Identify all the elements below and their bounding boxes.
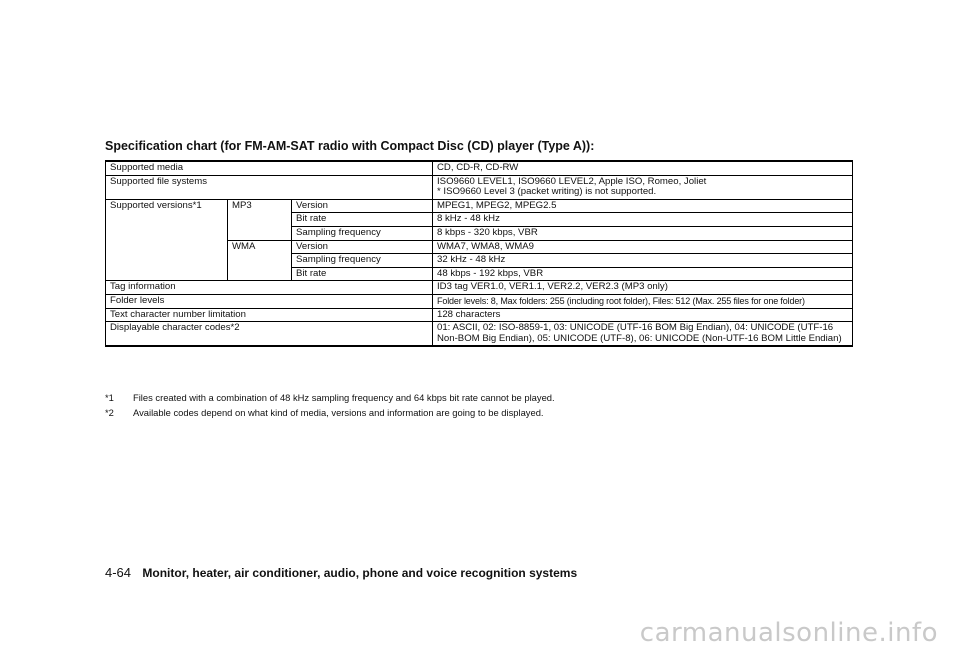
- row-label: Text character number limitation: [106, 308, 433, 322]
- row-value: 48 kbps - 192 kbps, VBR: [433, 267, 853, 281]
- row-label: Supported file systems: [106, 175, 433, 199]
- row-value: 01: ASCII, 02: ISO-8859-1, 03: UNICODE (UTF-16 BOM Big Endian), 04: UNICODE (UTF-16 Non-BOM Big Endian), 05: UNICODE (UTF-8), 06: UNICODE (Non-UTF-16 BOM Little Endian): [433, 322, 853, 347]
- spec-table: [105, 160, 853, 347]
- section-title: Monitor, heater, air conditioner, audio, phone and voice recognition systems: [142, 566, 578, 580]
- footnote: [105, 405, 865, 420]
- value-line: ISO9660 LEVEL1, ISO9660 LEVEL2, Apple ISO, Romeo, Joliet: [437, 175, 707, 187]
- row-label: Displayable character codes*2: [106, 322, 433, 347]
- row-label: Supported media: [106, 161, 433, 175]
- sub-item-label: Sampling frequency: [292, 254, 433, 268]
- table-row: [106, 199, 853, 213]
- row-value: WMA7, WMA8, WMA9: [433, 240, 853, 254]
- sub-item-label: Version: [292, 240, 433, 254]
- format-label: MP3: [228, 199, 292, 240]
- row-label: Tag information: [106, 281, 433, 295]
- row-value: CD, CD-R, CD-RW: [433, 161, 853, 175]
- row-value: 8 kbps - 320 kbps, VBR: [433, 226, 853, 240]
- table-row: [106, 161, 853, 175]
- row-value: MPEG1, MPEG2, MPEG2.5: [433, 199, 853, 213]
- footnotes: [105, 390, 865, 420]
- row-label: Supported versions*1: [106, 199, 228, 281]
- footnote-mark: *2: [105, 407, 114, 418]
- value-note: * ISO9660 Level 3 (packet writing) is not supported.: [437, 186, 657, 198]
- table-row: [106, 308, 853, 322]
- page-heading: Specification chart (for FM-AM-SAT radio with Compact Disc (CD) player (Type A)):: [105, 139, 595, 153]
- sub-item-label: Sampling frequency: [292, 226, 433, 240]
- row-value: Folder levels: 8, Max folders: 255 (including root folder), Files: 512 (Max. 255 files for one folder): [433, 294, 853, 308]
- watermark: carmanualsonline.info: [639, 618, 938, 648]
- table-row: [106, 281, 853, 295]
- format-label: WMA: [228, 240, 292, 281]
- row-label: Folder levels: [106, 294, 433, 308]
- footnote-mark: *1: [105, 392, 114, 403]
- row-value: [433, 175, 853, 199]
- table-row: [106, 294, 853, 308]
- sub-item-label: Version: [292, 199, 433, 213]
- sub-item-label: Bit rate: [292, 267, 433, 281]
- row-value: 8 kHz - 48 kHz: [433, 213, 853, 227]
- page-number: 4-64: [105, 565, 132, 580]
- footnote-text: Files created with a combination of 48 kHz sampling frequency and 64 kbps bit rate cannot be played.: [133, 392, 555, 403]
- footnote-text: Available codes depend on what kind of media, versions and information are going to be displayed.: [133, 407, 544, 418]
- table-row: [106, 175, 853, 199]
- footnote: [105, 390, 865, 405]
- sub-item-label: Bit rate: [292, 213, 433, 227]
- table-row: [106, 322, 853, 347]
- row-value: ID3 tag VER1.0, VER1.1, VER2.2, VER2.3 (MP3 only): [433, 281, 853, 295]
- row-value: 32 kHz - 48 kHz: [433, 254, 853, 268]
- page-footer: [105, 565, 577, 580]
- row-value: 128 characters: [433, 308, 853, 322]
